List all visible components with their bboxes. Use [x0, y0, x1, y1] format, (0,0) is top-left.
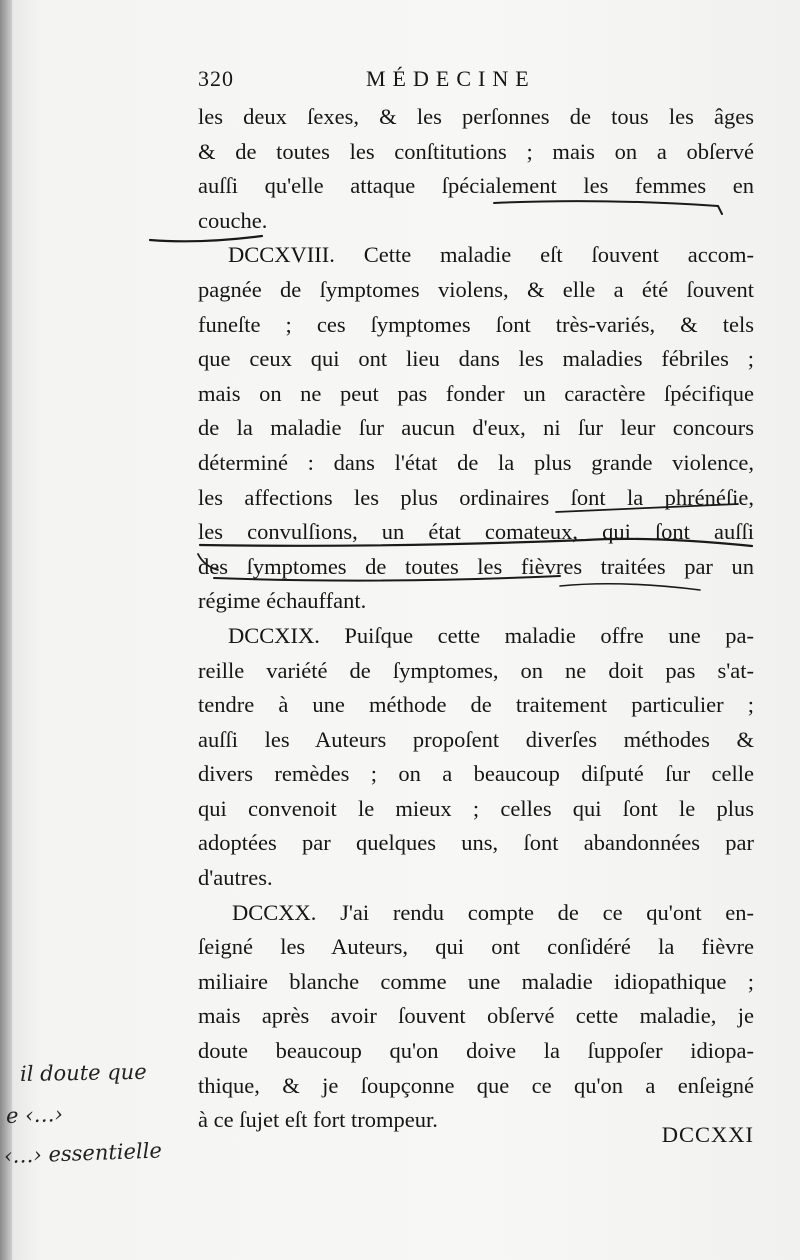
text-line: d'autres.	[198, 865, 273, 891]
text-line: adoptées par quelques uns, ſont abandonnées par	[198, 830, 754, 856]
paragraph-start-dccxix: DCCXIX. Puiſque cette maladie offre une pa-	[228, 622, 754, 648]
text-line: & de toutes les conſtitutions ; mais on a obſervé	[198, 138, 754, 164]
page-header	[198, 60, 754, 100]
catchword: DCCXXI	[661, 1122, 754, 1147]
margin-note: ‹…› essentielle	[3, 1138, 163, 1168]
text-line: divers remèdes ; on a beaucoup diſputé ſur celle	[198, 761, 754, 787]
text-line: pagnée de ſymptomes violens, & elle a été ſouvent	[198, 276, 754, 302]
text-line: ſeigné les Auteurs, qui ont conſidéré la fièvre	[198, 934, 754, 960]
text-line: couche.	[198, 207, 268, 233]
text-line: que ceux qui ont lieu dans les maladies fébriles ;	[198, 346, 754, 372]
text-line: des ſymptomes de toutes les fièvres traitées par un	[198, 553, 754, 579]
text-line: miliaire blanche comme une maladie idiopathique ;	[198, 968, 754, 994]
text-line: auſſi qu'elle attaque ſpécialement les femmes en	[198, 173, 754, 199]
text-line: doute beaucoup qu'on doive la ſuppoſer idiopa-	[198, 1038, 754, 1064]
text-line: à ce ſujet eſt fort trompeur.	[198, 1107, 438, 1133]
text-line: déterminé : dans l'état de la plus grande violence,	[198, 449, 754, 475]
text-line: les convulſions, un état comateux, qui ſont auſſi	[198, 519, 754, 545]
text-line: les deux ſexes, & les perſonnes de tous les âges	[198, 104, 754, 129]
text-block	[198, 60, 754, 1138]
paragraph-start-dccxx: DCCXX. J'ai rendu compte de ce qu'ont en-	[232, 899, 754, 925]
text-line: qui convenoit le mieux ; celles qui ſont le plus	[198, 795, 754, 821]
paragraph-start-dccxviii: DCCXVIII. Cette maladie eſt ſouvent accom-	[228, 242, 754, 268]
text-line: funeſte ; ces ſymptomes ſont très-variés, & tels	[198, 311, 754, 337]
running-title: MÉDECINE	[366, 66, 536, 91]
text-line: de la maladie ſur aucun d'eux, ni ſur leur concours	[198, 415, 754, 441]
binding-gutter	[0, 0, 12, 1260]
text-line: tendre à une méthode de traitement particulier ;	[198, 692, 754, 718]
text-line: régime échauffant.	[198, 588, 367, 614]
text-line: les affections les plus ordinaires ſont la phrénéſie,	[198, 484, 754, 510]
margin-note: e ‹…›	[5, 1102, 64, 1128]
page-number: 320	[198, 66, 234, 91]
margin-note: il doute que	[19, 1059, 147, 1086]
text-line: reille variété de ſymptomes, on ne doit pas s'at-	[198, 657, 754, 683]
text-line: thique, & je ſoupçonne que ce qu'on a enſeigné	[198, 1072, 754, 1098]
text-line: mais après avoir ſouvent obſervé cette maladie, je	[198, 1003, 754, 1029]
text-line: auſſi les Auteurs propoſent diverſes méthodes &	[198, 726, 754, 752]
text-line: mais on ne peut pas fonder un caractère ſpécifique	[198, 380, 754, 406]
